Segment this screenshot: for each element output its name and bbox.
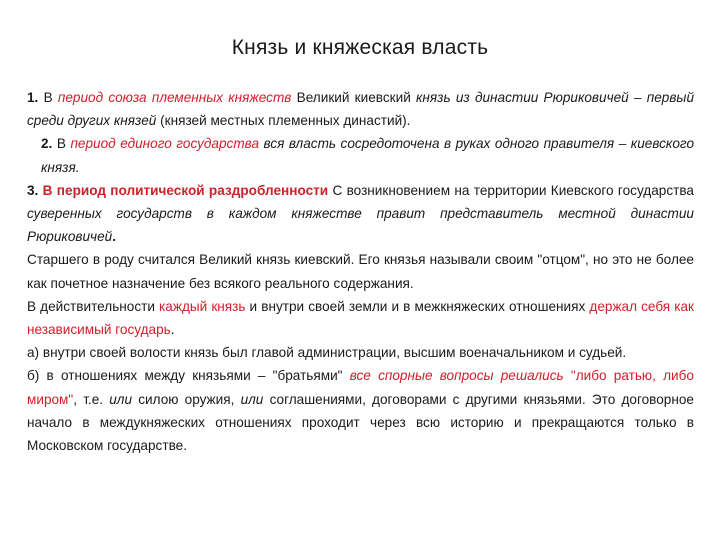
- paragraph-2-italic: вся власть сосредоточена в руках одного правителя – киевского князя.: [41, 136, 694, 175]
- paragraph-2-pre: В: [52, 136, 71, 152]
- paragraph-3-post: .: [112, 229, 116, 245]
- paragraph-5-post: .: [170, 322, 175, 338]
- paragraph-7-italic-1: или: [109, 391, 133, 407]
- paragraph-7: [27, 364, 694, 457]
- paragraph-5-pre: В действительности: [27, 298, 160, 314]
- paragraph-1-pre: В: [38, 90, 58, 105]
- paragraph-6: а) внутри своей волости князь был главой администрации, высшим военачальником и судьей.: [27, 345, 627, 361]
- paragraph-5: [27, 295, 694, 341]
- slide-body: [27, 86, 694, 457]
- paragraph-2-number: 2.: [41, 136, 53, 152]
- paragraph-4: Старшего в роду считался Великий князь киевский. Его князья называли своим "отцом", но это не более как почетное назначение без всякого реального содержания.: [27, 252, 694, 291]
- paragraph-7-highlight-italic: все спорные вопросы решались: [349, 368, 564, 384]
- paragraph-3: [27, 179, 694, 249]
- paragraph-2: [27, 132, 694, 178]
- paragraph-1-mid: Великий киевский: [291, 90, 417, 105]
- paragraph-1-number: 1.: [27, 90, 39, 105]
- paragraph-2-highlight: период единого государства: [70, 136, 260, 152]
- paragraph-7-highlight: "либо ратью, либо миром": [27, 368, 694, 407]
- paragraph-3-highlight: В период политической раздробленности: [42, 182, 329, 198]
- paragraph-3-mid: С возникновением на территории Киевского государства: [328, 182, 694, 198]
- paragraph-7-pre: б) в отношениях между князьями – "братьями": [27, 368, 350, 384]
- paragraph-7-mid-1: , т.е.: [73, 391, 110, 407]
- paragraph-5-mid: и внутри своей земли и в межкняжеских отношениях: [245, 298, 590, 314]
- slide-title: Князь и княжеская власть: [231, 36, 489, 59]
- paragraph-7-mid-2: силою оружия,: [132, 391, 241, 407]
- paragraph-1-post: (князей местных племенных династий).: [156, 113, 411, 129]
- paragraph-7-post: соглашениями, договорами с другими князьями. Это договорное начало в междукняжеских отношениях проходит через всю историю и прекращаются только в Московском государстве.: [27, 391, 694, 454]
- paragraph-1: [27, 86, 694, 132]
- paragraph-3-italic: суверенных государств в каждом княжестве правит представитель местной династии Рюриковичей: [27, 206, 694, 245]
- paragraph-5-highlight-1: каждый князь: [159, 298, 246, 314]
- paragraph-1-highlight: период союза племенных княжеств: [57, 90, 292, 105]
- paragraph-5-highlight-2: держал себя как независимый государь: [27, 298, 695, 338]
- paragraph-7-italic-2: или: [240, 391, 264, 407]
- paragraph-3-number: 3.: [27, 182, 39, 198]
- paragraph-1-italic: князь из династии Рюриковичей – первый среди других князей: [27, 90, 694, 129]
